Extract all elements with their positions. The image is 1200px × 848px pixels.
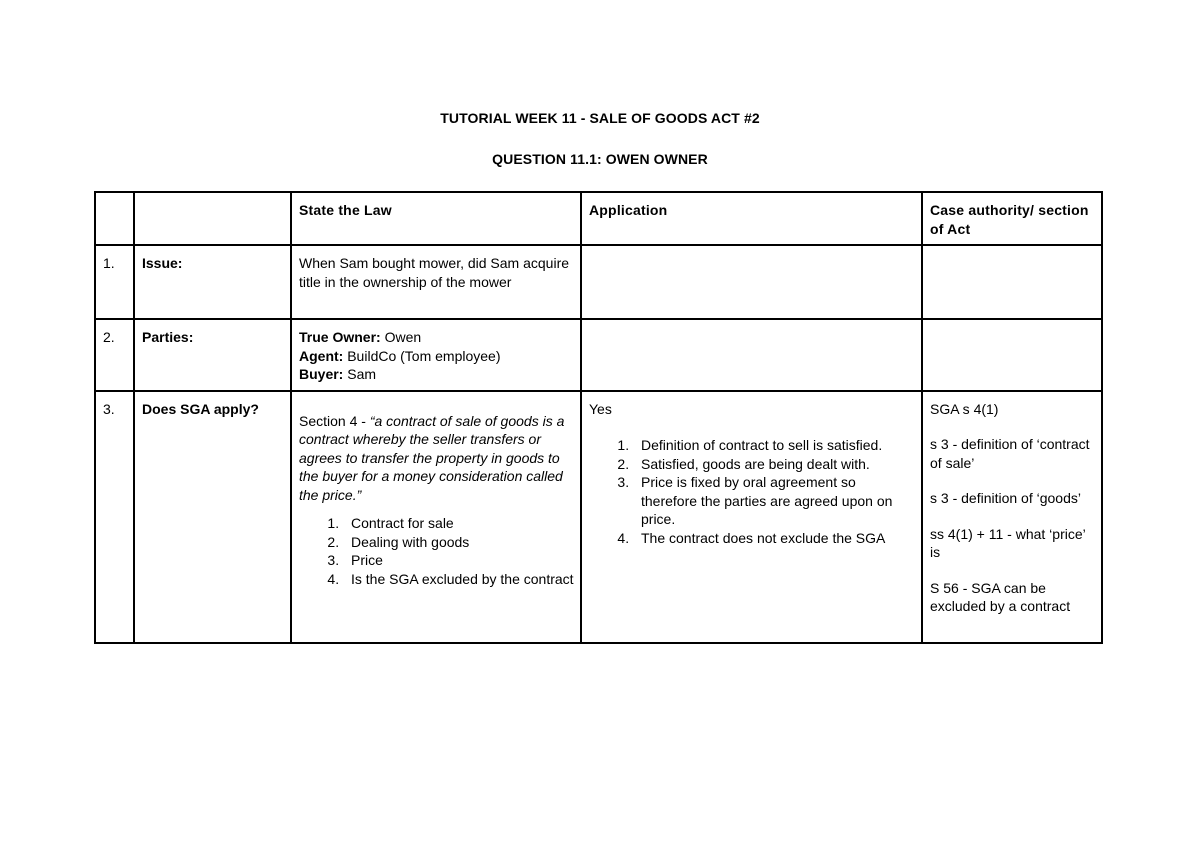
law-cell <box>291 319 581 391</box>
application-list <box>589 436 915 547</box>
header-cell-law: State the Law <box>291 192 581 245</box>
case-cell <box>922 319 1102 391</box>
row-label: Does SGA apply? <box>134 391 291 643</box>
row-number: 2. <box>95 319 134 391</box>
list-item: 3. Price <box>343 551 574 570</box>
law-intro: Section 4 - <box>299 412 370 429</box>
party-name: Sam <box>343 366 377 382</box>
law-quote: “a contract of sale of goods is a contract whereby the seller transfers or agrees to transfer the property in goods to the buyer for a money consideration called the price.” <box>299 412 565 503</box>
row-label: Parties: <box>134 319 291 391</box>
law-elements-list <box>299 514 574 588</box>
party-line <box>299 365 574 384</box>
document-subtitle: QUESTION 11.1: OWEN OWNER <box>492 151 708 167</box>
row-number: 1. <box>95 245 134 319</box>
law-cell: When Sam bought mower, did Sam acquire title in the ownership of the mower <box>291 245 581 319</box>
header-cell-case: Case authority/ section of Act <box>922 192 1102 245</box>
application-cell <box>581 391 922 643</box>
case-cell <box>922 245 1102 319</box>
application-intro: Yes <box>589 400 612 417</box>
party-role: True Owner: <box>299 329 381 345</box>
header-cell-num <box>95 192 134 245</box>
case-authority: s 3 - definition of ‘goods’ <box>930 490 1081 506</box>
application-cell <box>581 319 922 391</box>
list-item: 1. Contract for sale <box>343 514 574 533</box>
document-title: TUTORIAL WEEK 11 - SALE OF GOODS ACT #2 <box>440 110 760 126</box>
header-cell-label <box>134 192 291 245</box>
case-authority: s 3 - definition of ‘contract of sale’ <box>930 436 1090 471</box>
table-row <box>95 319 1102 391</box>
list-item: 2. Satisfied, goods are being dealt with. <box>633 455 915 474</box>
party-line <box>299 328 574 347</box>
table-row <box>95 391 1102 643</box>
analysis-table <box>94 191 1103 644</box>
case-cell <box>922 391 1102 643</box>
law-cell <box>291 391 581 643</box>
party-name: BuildCo (Tom employee) <box>343 347 501 364</box>
party-name: Owen <box>380 329 422 345</box>
row-label: Issue: <box>134 245 291 319</box>
list-item: 3. Price is fixed by oral agreement so therefore the parties are agreed upon on price. <box>633 473 915 529</box>
table-header-row <box>95 192 1102 245</box>
party-line <box>299 347 574 366</box>
party-role: Agent: <box>299 347 344 364</box>
list-item: 4. The contract does not exclude the SGA <box>633 529 915 548</box>
list-item: 4. Is the SGA excluded by the contract <box>343 570 574 589</box>
row-number: 3. <box>95 391 134 643</box>
case-authority: S 56 - SGA can be excluded by a contract <box>930 579 1071 614</box>
party-role: Buyer: <box>299 366 344 382</box>
header-cell-application: Application <box>581 192 922 245</box>
case-authority: SGA s 4(1) <box>930 400 999 417</box>
list-item: 1. Definition of contract to sell is satisfied. <box>633 436 915 455</box>
list-item: 2. Dealing with goods <box>343 533 574 552</box>
application-cell <box>581 245 922 319</box>
table-row <box>95 245 1102 319</box>
law-statement <box>299 412 574 505</box>
case-authority: ss 4(1) + 11 - what ‘price’ is <box>930 525 1086 560</box>
